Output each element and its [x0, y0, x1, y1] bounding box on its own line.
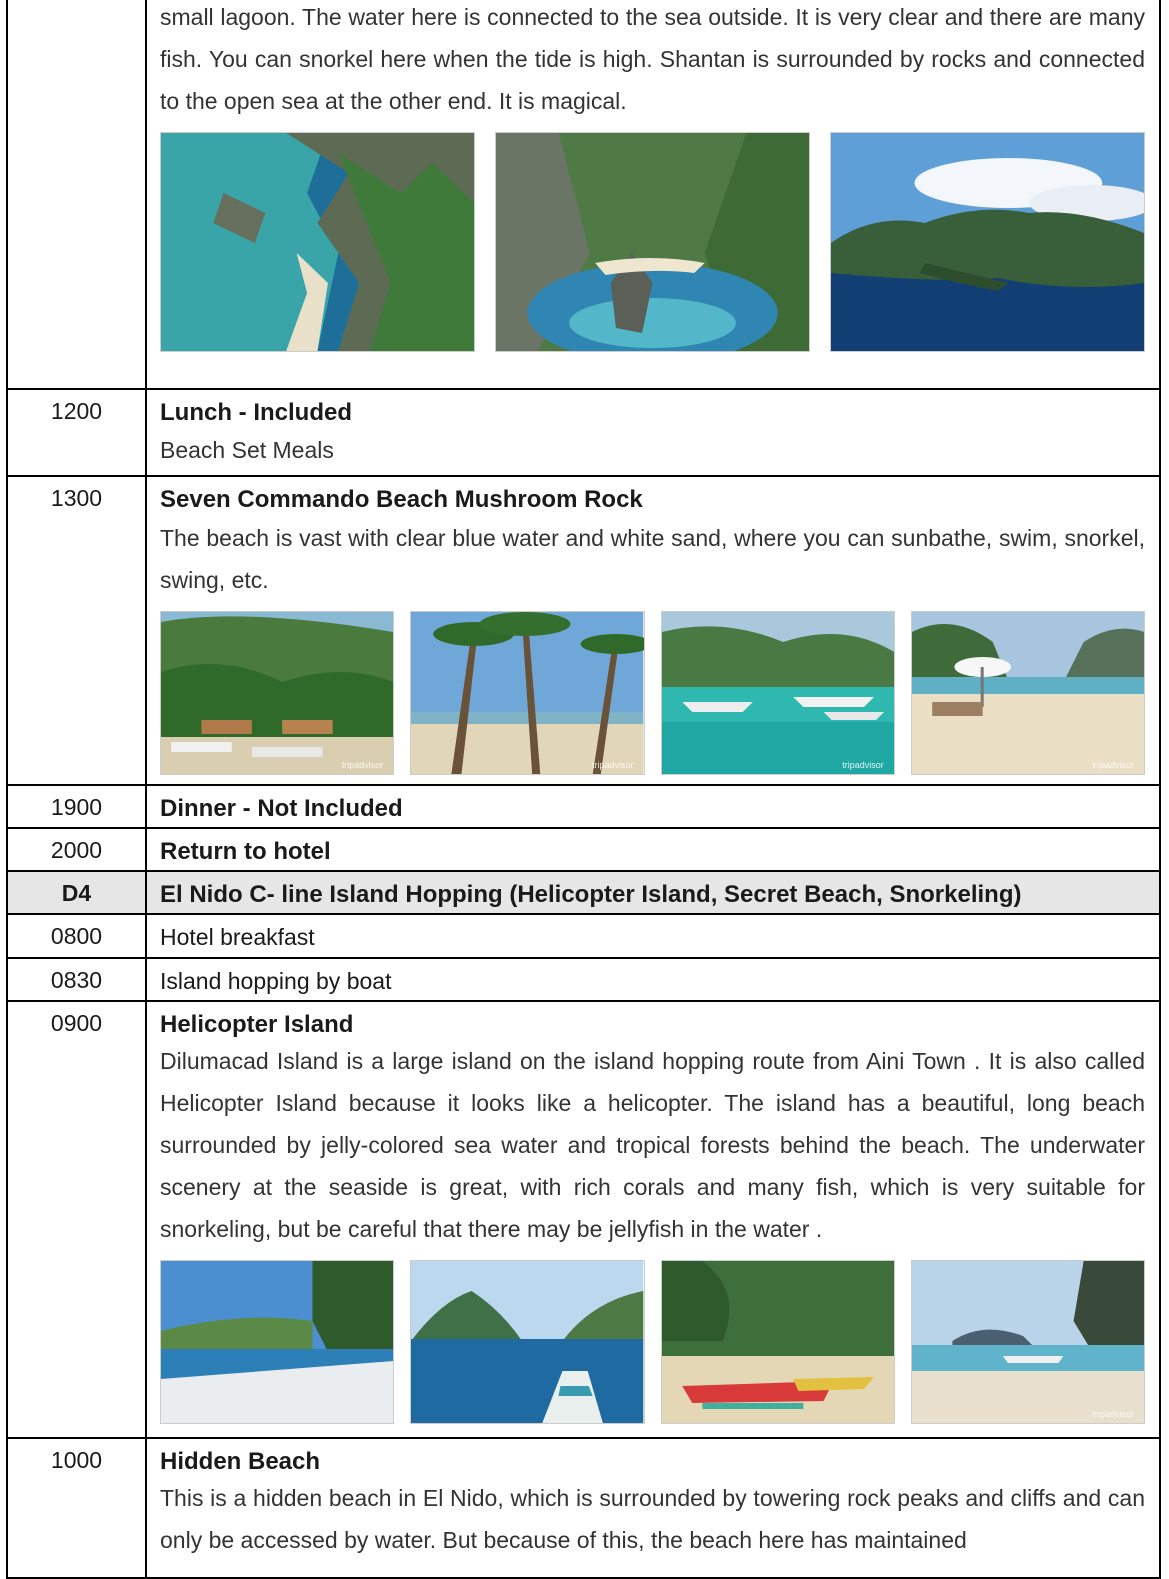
itinerary-row — [7, 958, 1160, 1001]
watermark-text: tripadvisor — [842, 760, 884, 770]
turquoise-bay-boats-photo — [661, 611, 895, 775]
description-cell — [146, 389, 1160, 476]
photo-gallery — [160, 611, 1145, 775]
palm-beach-boats-photo — [160, 611, 394, 775]
description-cell — [146, 958, 1160, 1001]
itinerary-row — [7, 1001, 1160, 1438]
watermark-text: tripadvisor — [341, 760, 384, 770]
description-text: This is a hidden beach in El Nido, which is surrounded by towering rock peaks and cliffs and can only be accessed by water. But because of this, the beach here has maintained — [160, 1485, 1145, 1553]
time-cell: 1200 — [7, 389, 146, 476]
palm-trees-beach-photo — [410, 611, 644, 775]
time-cell: 1000 — [7, 1438, 146, 1578]
time-cell: 0900 — [7, 1001, 146, 1438]
description-cell — [146, 1001, 1160, 1438]
activity-title: Hidden Beach — [160, 1448, 321, 1475]
itinerary-row — [7, 914, 1160, 958]
description-cell — [146, 476, 1160, 785]
lagoon-cliffs-photo — [495, 132, 810, 352]
itinerary-row — [7, 0, 1160, 389]
description-text: small lagoon. The water here is connected to the sea outside. It is very clear and there are many fish. You can snorkel here when the tide is high. Shantan is surrounded by rocks and connected to the open sea at the other end. It is magical. — [160, 4, 1145, 114]
island-sea-photo — [830, 132, 1145, 352]
day-header-row — [7, 871, 1160, 914]
time-cell: 0830 — [7, 958, 146, 1001]
description-text: Dilumacad Island is a large island on the island hopping route from Aini Town . It is also called Helicopter Island because it looks like a helicopter. The island has a beautiful, long beach surrounded by jelly-colored sea water and tropical forests behind the beach. The underwater scenery at the seaside is great, with rich corals and many fish, which is very suitable for snorkeling, but be careful that there may be jellyfish in the water . — [160, 1048, 1145, 1242]
description-cell — [146, 1438, 1160, 1578]
watermark-text: tripadvisor — [1092, 1409, 1134, 1419]
watermark-text: tripadvisor — [591, 760, 634, 770]
day-title: El Nido C- line Island Hopping (Helicopter Island, Secret Beach, Snorkeling) — [160, 881, 1022, 908]
itinerary-row — [7, 828, 1160, 871]
boat-bow-islands-photo — [410, 1260, 644, 1424]
day-label: D4 — [7, 871, 146, 914]
day-title-cell — [146, 871, 1160, 914]
activity-title: Dinner - Not Included — [160, 795, 403, 822]
description-text: Beach Set Meals — [160, 437, 334, 463]
photo-gallery — [160, 132, 1145, 352]
itinerary-table — [6, 0, 1161, 1579]
time-cell: 0800 — [7, 914, 146, 958]
activity-text: Island hopping by boat — [160, 968, 392, 994]
description-cell — [146, 785, 1160, 828]
itinerary-row — [7, 476, 1160, 785]
itinerary-row — [7, 389, 1160, 476]
description-cell — [146, 0, 1160, 389]
description-text: The beach is vast with clear blue water and white sand, where you can sunbathe, swim, snorkel, swing, etc. — [160, 525, 1145, 593]
activity-title: Helicopter Island — [160, 1011, 354, 1038]
time-cell — [7, 0, 146, 389]
description-cell — [146, 828, 1160, 871]
time-cell: 2000 — [7, 828, 146, 871]
lagoon-aerial-photo — [160, 132, 475, 352]
time-cell: 1300 — [7, 476, 146, 785]
activity-title: Seven Commando Beach Mushroom Rock — [160, 486, 643, 513]
kayak-beach-photo — [661, 1260, 895, 1424]
rocky-coast-beach-photo — [911, 1260, 1145, 1424]
photo-gallery — [160, 1260, 1145, 1424]
beach-umbrella-photo — [911, 611, 1145, 775]
activity-title: Return to hotel — [160, 838, 331, 865]
activity-text: Hotel breakfast — [160, 924, 315, 950]
watermark-text: tripadvisor — [1092, 760, 1134, 770]
activity-title: Lunch - Included — [160, 399, 352, 426]
description-cell — [146, 914, 1160, 958]
helicopter-island-beach-photo — [160, 1260, 394, 1424]
time-cell: 1900 — [7, 785, 146, 828]
itinerary-row — [7, 785, 1160, 828]
itinerary-row — [7, 1438, 1160, 1578]
